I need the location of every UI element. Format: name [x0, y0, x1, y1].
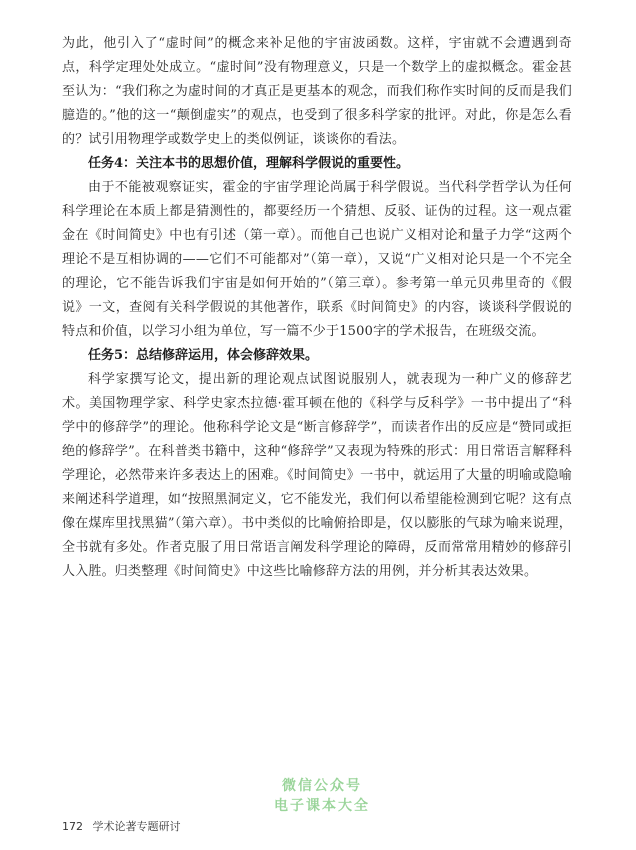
task-5-heading: 任务5：总结修辞运用，体会修辞效果。 — [88, 348, 319, 363]
page-footer — [62, 818, 181, 834]
paragraph-2: 由于不能被观察证实，霍金的宇宙学理论尚属于科学假说。当代科学哲学认为任何科学理论在本质上都是猜测性的，都要经历一个猜想、反驳、证伪的过程。这一观点霍金在《时间简史》中也有引述（第一章）。而他自己也说广义相对论和量子力学“这两个理论不是互相协调的——它们不可能都对”（第一章），又说“广义相对论只是一个不完全的理论，它不能告诉我们宇宙是如何开始的”（第三章）。参考第一单元贝弗里奇的《假说》一文，查阅有关科学假说的其他著作，联系《时间简史》的内容，谈谈科学假说的特点和价值，以学习小组为单位，写一篇不少于1500字的学术报告，在班级交流。 — [62, 180, 572, 339]
task-4-heading: 任务4：关注本书的思想价值，理解科学假说的重要性。 — [88, 156, 410, 171]
watermark-line-1: 微信公众号 — [282, 778, 362, 794]
watermark — [262, 776, 382, 816]
watermark-line-2: 电子课本大全 — [274, 798, 370, 814]
book-title: 学术论著专题研讨 — [92, 820, 181, 833]
page-body — [62, 32, 572, 584]
paragraph-3: 科学家撰写论文，提出新的理论观点试图说服别人，就表现为一种广义的修辞艺术。美国物理学家、科学史家杰拉德·霍耳顿在他的《科学与反科学》一书中提出了“科学中的修辞学”的理论。他称科学论文是“断言修辞学”，而读者作出的反应是“赞同或拒绝的修辞学”。在科普类书籍中，这种“修辞学”又表现为特殊的形式：用日常语言解释科学理论，必然带来许多表达上的困难。《时间简史》一书中，就运用了大量的明喻或隐喻来阐述科学道理，如“按照黑洞定义，它不能发光，我们何以希望能检测到它呢？这有点像在煤库里找黑猫”（第六章）。书中类似的比喻俯拾即是，仅以膨胀的气球为喻来说理，全书就有多处。作者克服了用日常语言阐发科学理论的障碍，反而常常用精妙的修辞引人入胜。归类整理《时间简史》中这些比喻修辞方法的用例，并分析其表达效果。 — [62, 372, 572, 579]
paragraph-1: 为此，他引入了“虚时间”的概念来补足他的宇宙波函数。这样，宇宙就不会遭遇到奇点，科学定理处处成立。“虚时间”没有物理意义，只是一个数学上的虚拟概念。霍金甚至认为：“我们称之为虚时间的才真正是更基本的观念，而我们称作实时间的反而是我们臆造的。”他的这一“颠倒虚实”的观点，也受到了很多科学家的批评。对此，你是怎么看的？试引用物理学或数学史上的类似例证，谈谈你的看法。 — [62, 36, 572, 147]
page-number: 172 — [62, 820, 83, 833]
